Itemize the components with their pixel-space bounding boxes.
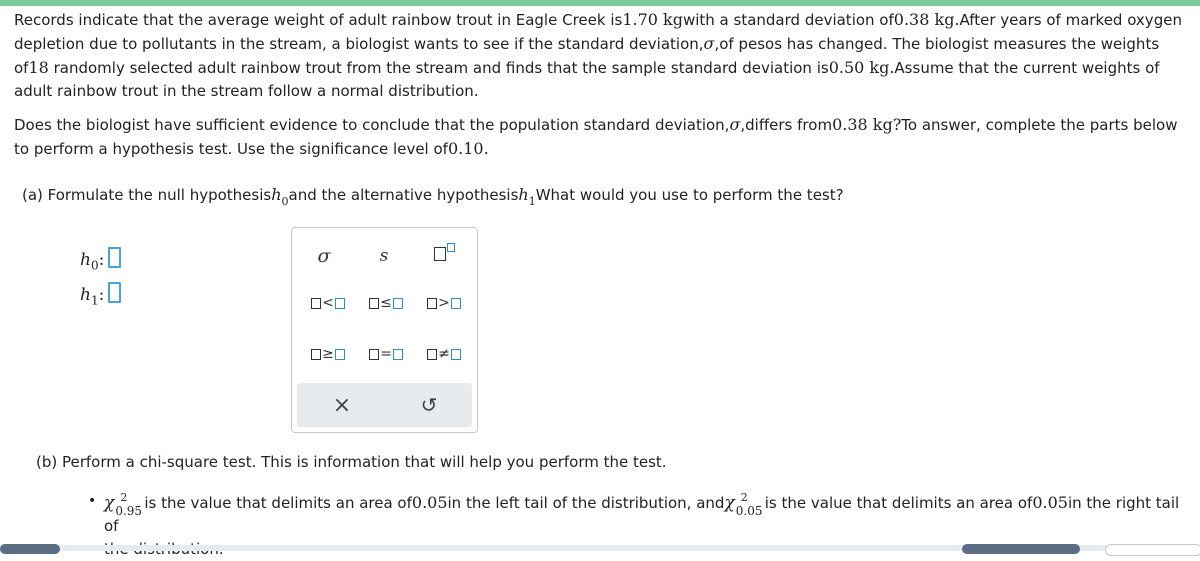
greater-than-button[interactable]: > [418, 291, 470, 315]
s-button[interactable]: s [379, 246, 389, 266]
bottom-right-secondary-button[interactable] [1105, 544, 1200, 556]
undo-icon[interactable]: ↺ [420, 393, 438, 417]
part-a-prompt: (a) Formulate the null hypothesish$_0$and the alternative hypothesish$_1$What would you use to perform the test? [22, 185, 844, 208]
sigma-button[interactable]: σ [317, 245, 331, 267]
bullet: • [88, 493, 97, 509]
symbol-palette [291, 227, 478, 433]
problem-question: Does the biologist have sufficient evidence to conclude that the population standard deviation,σ,differs from0.38 kg?To answer, complete the parts below to perform a hypothesis test. Use the significance level of0.10. [14, 115, 1178, 158]
exponent-box-icon [447, 243, 455, 252]
top-accent-bar [0, 0, 1200, 6]
palette-footer [297, 383, 472, 427]
chi-square-info: χ 2 0.95 is the value that delimits an area of0.05in the left tail of the distribution, andχ 2 0.05 is the value that delimits an area of0.05in the right tail of [104, 491, 1180, 535]
bottom-left-button[interactable] [0, 544, 60, 554]
bottom-right-button[interactable] [962, 544, 1080, 554]
less-equal-button[interactable]: ≤ [360, 291, 412, 315]
base-box-icon [434, 247, 446, 261]
null-hypothesis-row: $h_0$: [80, 247, 121, 272]
superscript-button[interactable] [422, 242, 467, 266]
equals-button[interactable]: = [360, 342, 412, 366]
part-b-prompt: (b) Perform a chi-square test. This is information that will help you perform the test. [36, 453, 667, 471]
null-hypothesis-input[interactable] [108, 247, 121, 268]
not-equal-button[interactable]: ≠ [418, 342, 470, 366]
alt-hypothesis-row: $h_1$: [80, 282, 121, 307]
greater-equal-button[interactable]: ≥ [302, 342, 354, 366]
clear-icon[interactable]: × [332, 392, 352, 418]
less-than-button[interactable]: < [302, 291, 354, 315]
problem-statement: Records indicate that the average weight of adult rainbow trout in Eagle Creek is1.70 kgwith a standard deviation of0.38 kg.After years of marked oxygen depletion due to pollutants in the stream, a biologist wants to see if the standard deviation,σ,of pesos has changed. The biologist measures the weights of18 randomly selected adult rainbow trout from the stream and finds that the sample standard deviation is0.50 kg.Assume that the current weights of adult rainbow trout in the stream follow a normal distribution. [14, 10, 1182, 100]
alt-hypothesis-input[interactable] [108, 282, 121, 303]
